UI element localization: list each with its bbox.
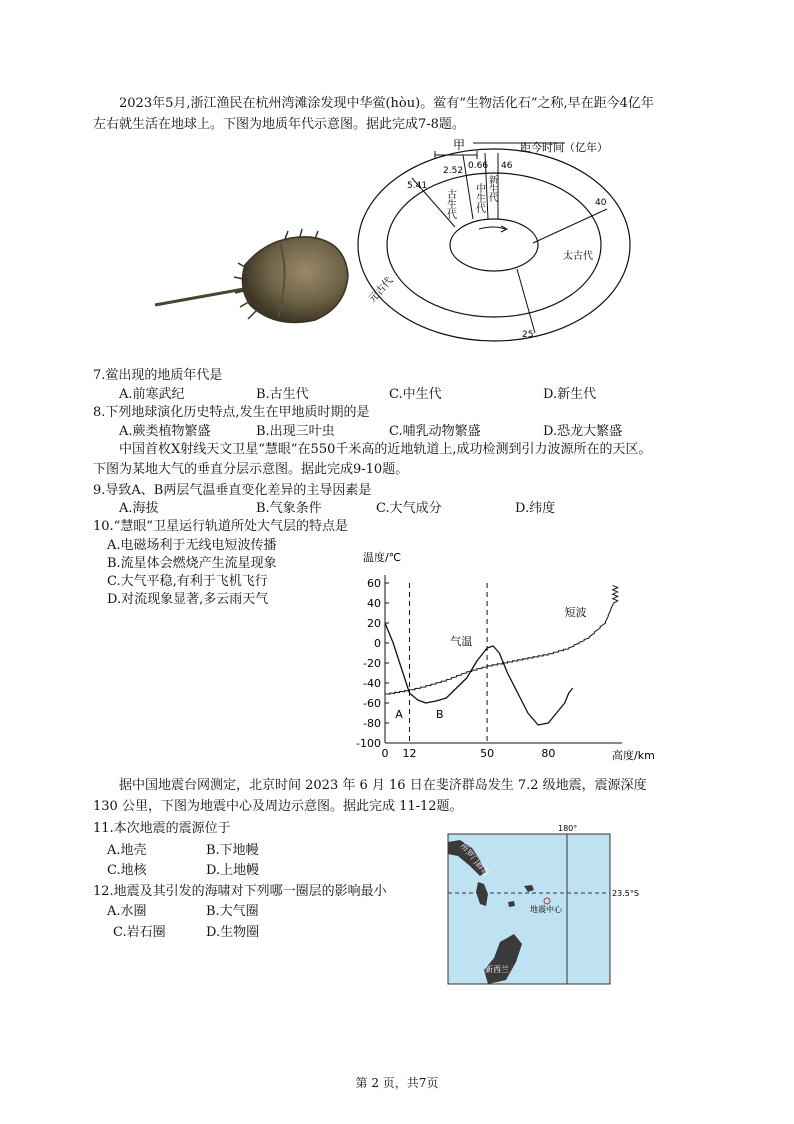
y-axis-label: 温度/℃ — [363, 551, 402, 564]
era-label: 古生代 — [444, 189, 456, 219]
q10-option-d[interactable]: D.对流现象显著,多云雨天气 — [107, 592, 269, 607]
era-label: 元古代 — [367, 275, 396, 306]
question-8-stem: 8.下列地球演化历史特点,发生在甲地质时期的是 — [93, 405, 370, 420]
question-12-stem: 12.地震及其引发的海啸对下列哪一圈层的影响最小 — [93, 884, 387, 899]
intro-line: 中国首枚X射线天文卫星“慧眼”在550千米高的近地轨道上,成功检测到引力波源所在的天区。 — [119, 442, 652, 457]
q10-option-c[interactable]: C.大气平稳,有利于飞机飞行 — [107, 574, 268, 589]
q7-option-b[interactable]: B.古生代 — [256, 387, 309, 402]
x-tick-label: 50 — [480, 747, 495, 760]
geologic-time-diagram — [355, 133, 635, 348]
place-label: 新西兰 — [485, 965, 509, 974]
series-label-shortwave: 短波 — [564, 606, 587, 619]
earthquake-map — [440, 822, 640, 987]
era-label: 中生代 — [473, 183, 485, 213]
question-7-stem: 7.鲎出现的地质年代是 — [93, 368, 223, 383]
intro-line: 130 公里，下图为地震中心及周边示意图。据此完成 11-12题。 — [93, 799, 463, 814]
shortwave-curve — [385, 585, 618, 695]
layer-label-b: B — [436, 708, 444, 721]
q10-option-a[interactable]: A.电磁场利于无线电短波传播 — [107, 538, 277, 553]
layer-label-a: A — [395, 708, 403, 721]
era-label: 新生代 — [487, 175, 497, 202]
horseshoe-crab-image — [150, 225, 360, 335]
q7-option-c[interactable]: C.中生代 — [389, 387, 442, 402]
temperature-curve — [385, 623, 573, 725]
y-tick-label: -40 — [363, 677, 381, 690]
q7-option-a[interactable]: A.前寒武纪 — [119, 387, 185, 402]
y-tick-label: 20 — [367, 617, 381, 630]
q9-option-b[interactable]: B.气象条件 — [256, 501, 322, 516]
question-11-stem: 11.本次地震的震源位于 — [93, 821, 231, 836]
q9-option-c[interactable]: C.大气成分 — [376, 501, 442, 516]
question-9-stem: 9.导致A、B两层气温垂直变化差异的主导因素是 — [93, 483, 372, 498]
q8-option-b[interactable]: B.出现三叶虫 — [256, 424, 335, 439]
tick-label: 46 — [501, 161, 513, 171]
q12-option-d[interactable]: D.生物圈 — [206, 925, 260, 940]
y-tick-label: -60 — [363, 697, 381, 710]
atmosphere-chart — [330, 545, 670, 765]
arrow-icon — [479, 227, 505, 229]
tick-label: 40 — [595, 198, 607, 208]
tick-label: 2.52 — [443, 166, 464, 176]
page-footer: 第 2 页，共7页 — [355, 1076, 439, 1090]
q11-option-b[interactable]: B.下地幔 — [206, 843, 259, 858]
q12-option-c[interactable]: C.岩石圈 — [113, 925, 166, 940]
x-tick-label: 12 — [402, 747, 417, 760]
y-tick-label: 60 — [367, 577, 381, 590]
intro-line: 2023年5月,浙江渔民在杭州湾滩涂发现中华鲎(hòu)。鲎有“生物活化石”之称,早在距今4亿年 — [119, 96, 654, 111]
intro-line: 左右就生活在地球上。下图为地质年代示意图。据此完成7-8题。 — [93, 117, 465, 132]
y-tick-label: -20 — [363, 657, 381, 670]
epicenter-label: 地震中心 — [530, 905, 562, 914]
question-10-stem: 10.“慧眼”卫星运行轨道所处大气层的特点是 — [93, 519, 348, 534]
intro-line: 下图为某地大气的垂直分层示意图。据此完成9-10题。 — [93, 462, 409, 477]
q12-option-a[interactable]: A.水圈 — [107, 904, 147, 919]
era-label: 太古代 — [563, 251, 593, 262]
latitude-label: 23.5°S — [612, 889, 639, 898]
q9-option-a[interactable]: A.海拔 — [119, 501, 159, 516]
island-land — [508, 901, 515, 907]
intro-line: 据中国地震台网测定，北京时间 2023 年 6 月 16 日在斐济群岛发生 7.2 级地震，震源深度 — [119, 778, 647, 793]
q11-option-a[interactable]: A.地壳 — [107, 843, 147, 858]
q8-option-c[interactable]: C.哺乳动物繁盛 — [389, 424, 481, 439]
q12-option-b[interactable]: B.大气圈 — [206, 904, 259, 919]
y-tick-label: -80 — [363, 717, 381, 730]
x-axis-label: 高度/km — [612, 749, 655, 762]
q11-option-d[interactable]: D.上地幔 — [206, 863, 260, 878]
tick-label: 25 — [522, 330, 534, 340]
y-tick-label: -100 — [356, 737, 381, 750]
q8-option-a[interactable]: A.蕨类植物繁盛 — [119, 424, 211, 439]
time-header: 距今时间（亿年） — [520, 141, 608, 154]
q8-option-d[interactable]: D.恐龙大繁盛 — [543, 424, 623, 439]
y-tick-label: 0 — [374, 637, 381, 650]
place-label: 所罗门群岛 — [458, 841, 492, 878]
q9-option-d[interactable]: D.纬度 — [515, 501, 556, 516]
series-label-temperature: 气温 — [450, 635, 473, 648]
q11-option-c[interactable]: C.地核 — [107, 863, 147, 878]
x-tick-label: 0 — [381, 747, 389, 760]
tick-label: 5.41 — [407, 181, 428, 191]
q7-option-d[interactable]: D.新生代 — [543, 387, 597, 402]
x-tick-label: 80 — [541, 747, 556, 760]
jia-label: 甲 — [453, 138, 466, 152]
tick-label: 0.66 — [468, 161, 489, 171]
q10-option-b[interactable]: B.流星体会燃烧产生流星现象 — [107, 556, 277, 571]
longitude-label: 180° — [558, 824, 578, 833]
y-tick-label: 40 — [367, 597, 381, 610]
